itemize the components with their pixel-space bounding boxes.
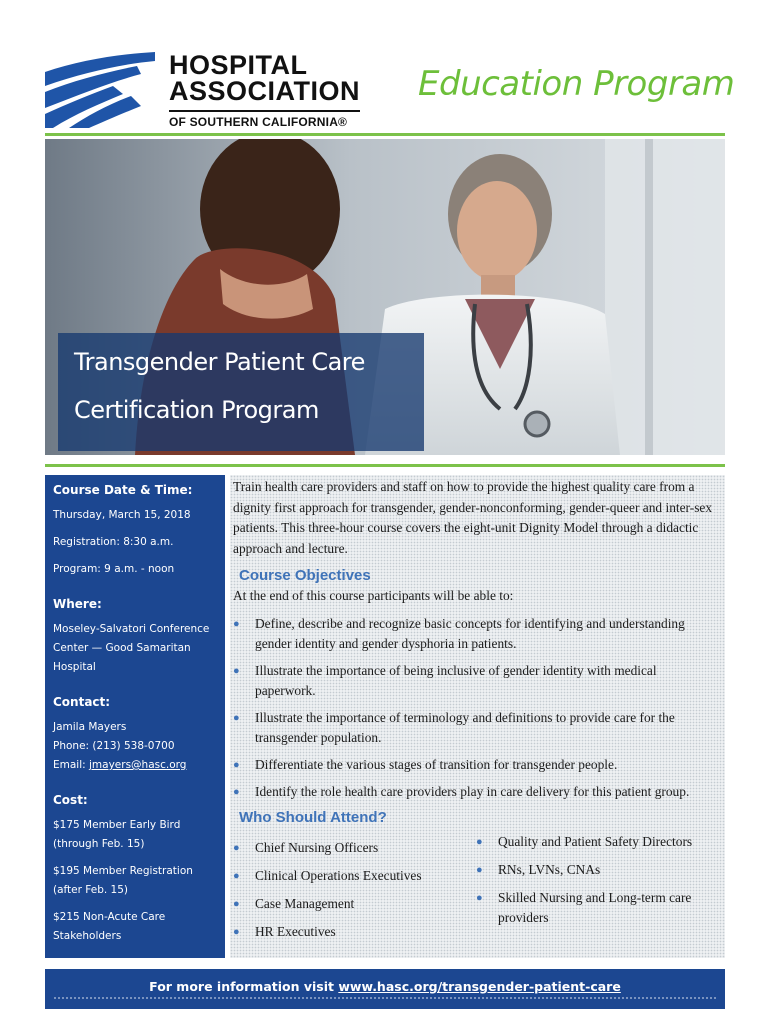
list-item: ● Clinical Operations Executives bbox=[233, 866, 463, 886]
list-item: ● Illustrate the importance of being inclusive of gender identity with medical paperwork. bbox=[233, 663, 657, 698]
cost-non-acute: $215 Non-Acute Care bbox=[53, 911, 166, 923]
bullet-icon: ● bbox=[233, 759, 240, 771]
attendees-list-right bbox=[476, 832, 711, 936]
cost-member-note: (after Feb. 15) bbox=[53, 884, 128, 896]
list-item: ● Differentiate the various stages of transition for transgender people. bbox=[233, 755, 717, 775]
footer-dotted-rule bbox=[53, 996, 717, 1000]
venue-line3: Hospital bbox=[53, 661, 96, 673]
bullet-icon: ● bbox=[476, 836, 483, 848]
objectives-list bbox=[233, 614, 717, 802]
footer-info bbox=[45, 979, 725, 994]
footer-banner bbox=[45, 969, 725, 1009]
contact-heading: Contact: bbox=[53, 695, 111, 709]
contact-email-link[interactable]: jmayers@hasc.org bbox=[89, 759, 187, 771]
course-title bbox=[74, 338, 434, 434]
list-item: ● Quality and Patient Safety Directors bbox=[476, 832, 711, 852]
info-sidebar bbox=[45, 475, 225, 958]
list-item: ● Case Management bbox=[233, 894, 463, 914]
logo-line-region: OF SOUTHERN CALIFORNIA® bbox=[169, 110, 360, 129]
list-item: ● Illustrate the importance of terminology and definitions to provide care for the transgender population. bbox=[233, 710, 675, 745]
logo-wordmark bbox=[169, 52, 360, 129]
footer-url-link[interactable]: www.hasc.org/transgender-patient-care bbox=[338, 979, 621, 994]
bullet-icon: ● bbox=[233, 926, 240, 938]
bullet-icon: ● bbox=[233, 786, 240, 798]
list-item: ● Identify the role health care providers play in care delivery for this patient group. bbox=[233, 782, 717, 802]
bullet-icon: ● bbox=[233, 618, 240, 630]
cost-member: $195 Member Registration bbox=[53, 865, 193, 877]
where-heading: Where: bbox=[53, 597, 102, 611]
attend-heading: Who Should Attend? bbox=[239, 809, 387, 826]
bullet-icon: ● bbox=[233, 712, 240, 724]
contact-phone: Phone: (213) 538-0700 bbox=[53, 740, 175, 752]
list-item: ● HR Executives bbox=[233, 922, 463, 942]
program-time: Program: 9 a.m. - noon bbox=[53, 563, 175, 575]
logo-line-association: ASSOCIATION bbox=[169, 76, 361, 106]
bullet-icon: ● bbox=[233, 842, 240, 854]
contact-name: Jamila Mayers bbox=[53, 721, 127, 733]
course-description-panel bbox=[230, 475, 725, 958]
bullet-icon: ● bbox=[233, 870, 240, 882]
bullet-icon: ● bbox=[476, 864, 483, 876]
bullet-icon: ● bbox=[476, 892, 483, 904]
footer-prefix: For more information visit bbox=[149, 979, 339, 994]
contact-email-label: Email: bbox=[53, 759, 90, 771]
attendees-list-left bbox=[233, 838, 463, 950]
bullet-icon: ● bbox=[233, 665, 240, 677]
venue-line1: Moseley-Salvatori Conference bbox=[53, 623, 210, 635]
date-heading: Course Date & Time: bbox=[53, 483, 193, 497]
cost-non-acute-note: Stakeholders bbox=[53, 930, 122, 942]
list-item: ● Skilled Nursing and Long-term care providers bbox=[476, 890, 692, 925]
cost-early-bird: $175 Member Early Bird bbox=[53, 819, 181, 831]
course-date: Thursday, March 15, 2018 bbox=[53, 509, 191, 521]
list-item: ● Chief Nursing Officers bbox=[233, 838, 463, 858]
education-program-title: Education Program bbox=[418, 64, 735, 104]
objectives-heading: Course Objectives bbox=[239, 567, 371, 584]
list-item: ● RNs, LVNs, CNAs bbox=[476, 860, 711, 880]
course-title-line1: Transgender Patient Care bbox=[74, 348, 365, 376]
course-title-line2: Certification Program bbox=[74, 396, 319, 424]
logo-stripes-icon bbox=[45, 52, 155, 128]
top-divider bbox=[45, 133, 725, 136]
mid-divider bbox=[45, 464, 725, 467]
course-intro: Train health care providers and staff on how to provide the highest quality care from a dignity first approach for transgender, gender-nonconforming, gender-queer and inter-sex patients. This three-hour course covers the eight-unit Dignity Model through a didactic approach and lecture. bbox=[233, 479, 713, 556]
contact-email-row bbox=[53, 756, 219, 775]
hasc-logo bbox=[45, 52, 360, 128]
logo-line-hospital: HOSPITAL bbox=[169, 50, 308, 80]
attendees-columns bbox=[233, 826, 717, 952]
objectives-lead: At the end of this course participants will be able to: bbox=[233, 588, 514, 603]
venue-line2: Center — Good Samaritan bbox=[53, 642, 191, 654]
registration-time: Registration: 8:30 a.m. bbox=[53, 536, 174, 548]
cost-early-bird-note: (through Feb. 15) bbox=[53, 838, 145, 850]
bullet-icon: ● bbox=[233, 898, 240, 910]
cost-heading: Cost: bbox=[53, 793, 88, 807]
list-item: ● Define, describe and recognize basic concepts for identifying and understanding gender identity and gender dysphoria in patients. bbox=[233, 616, 685, 651]
